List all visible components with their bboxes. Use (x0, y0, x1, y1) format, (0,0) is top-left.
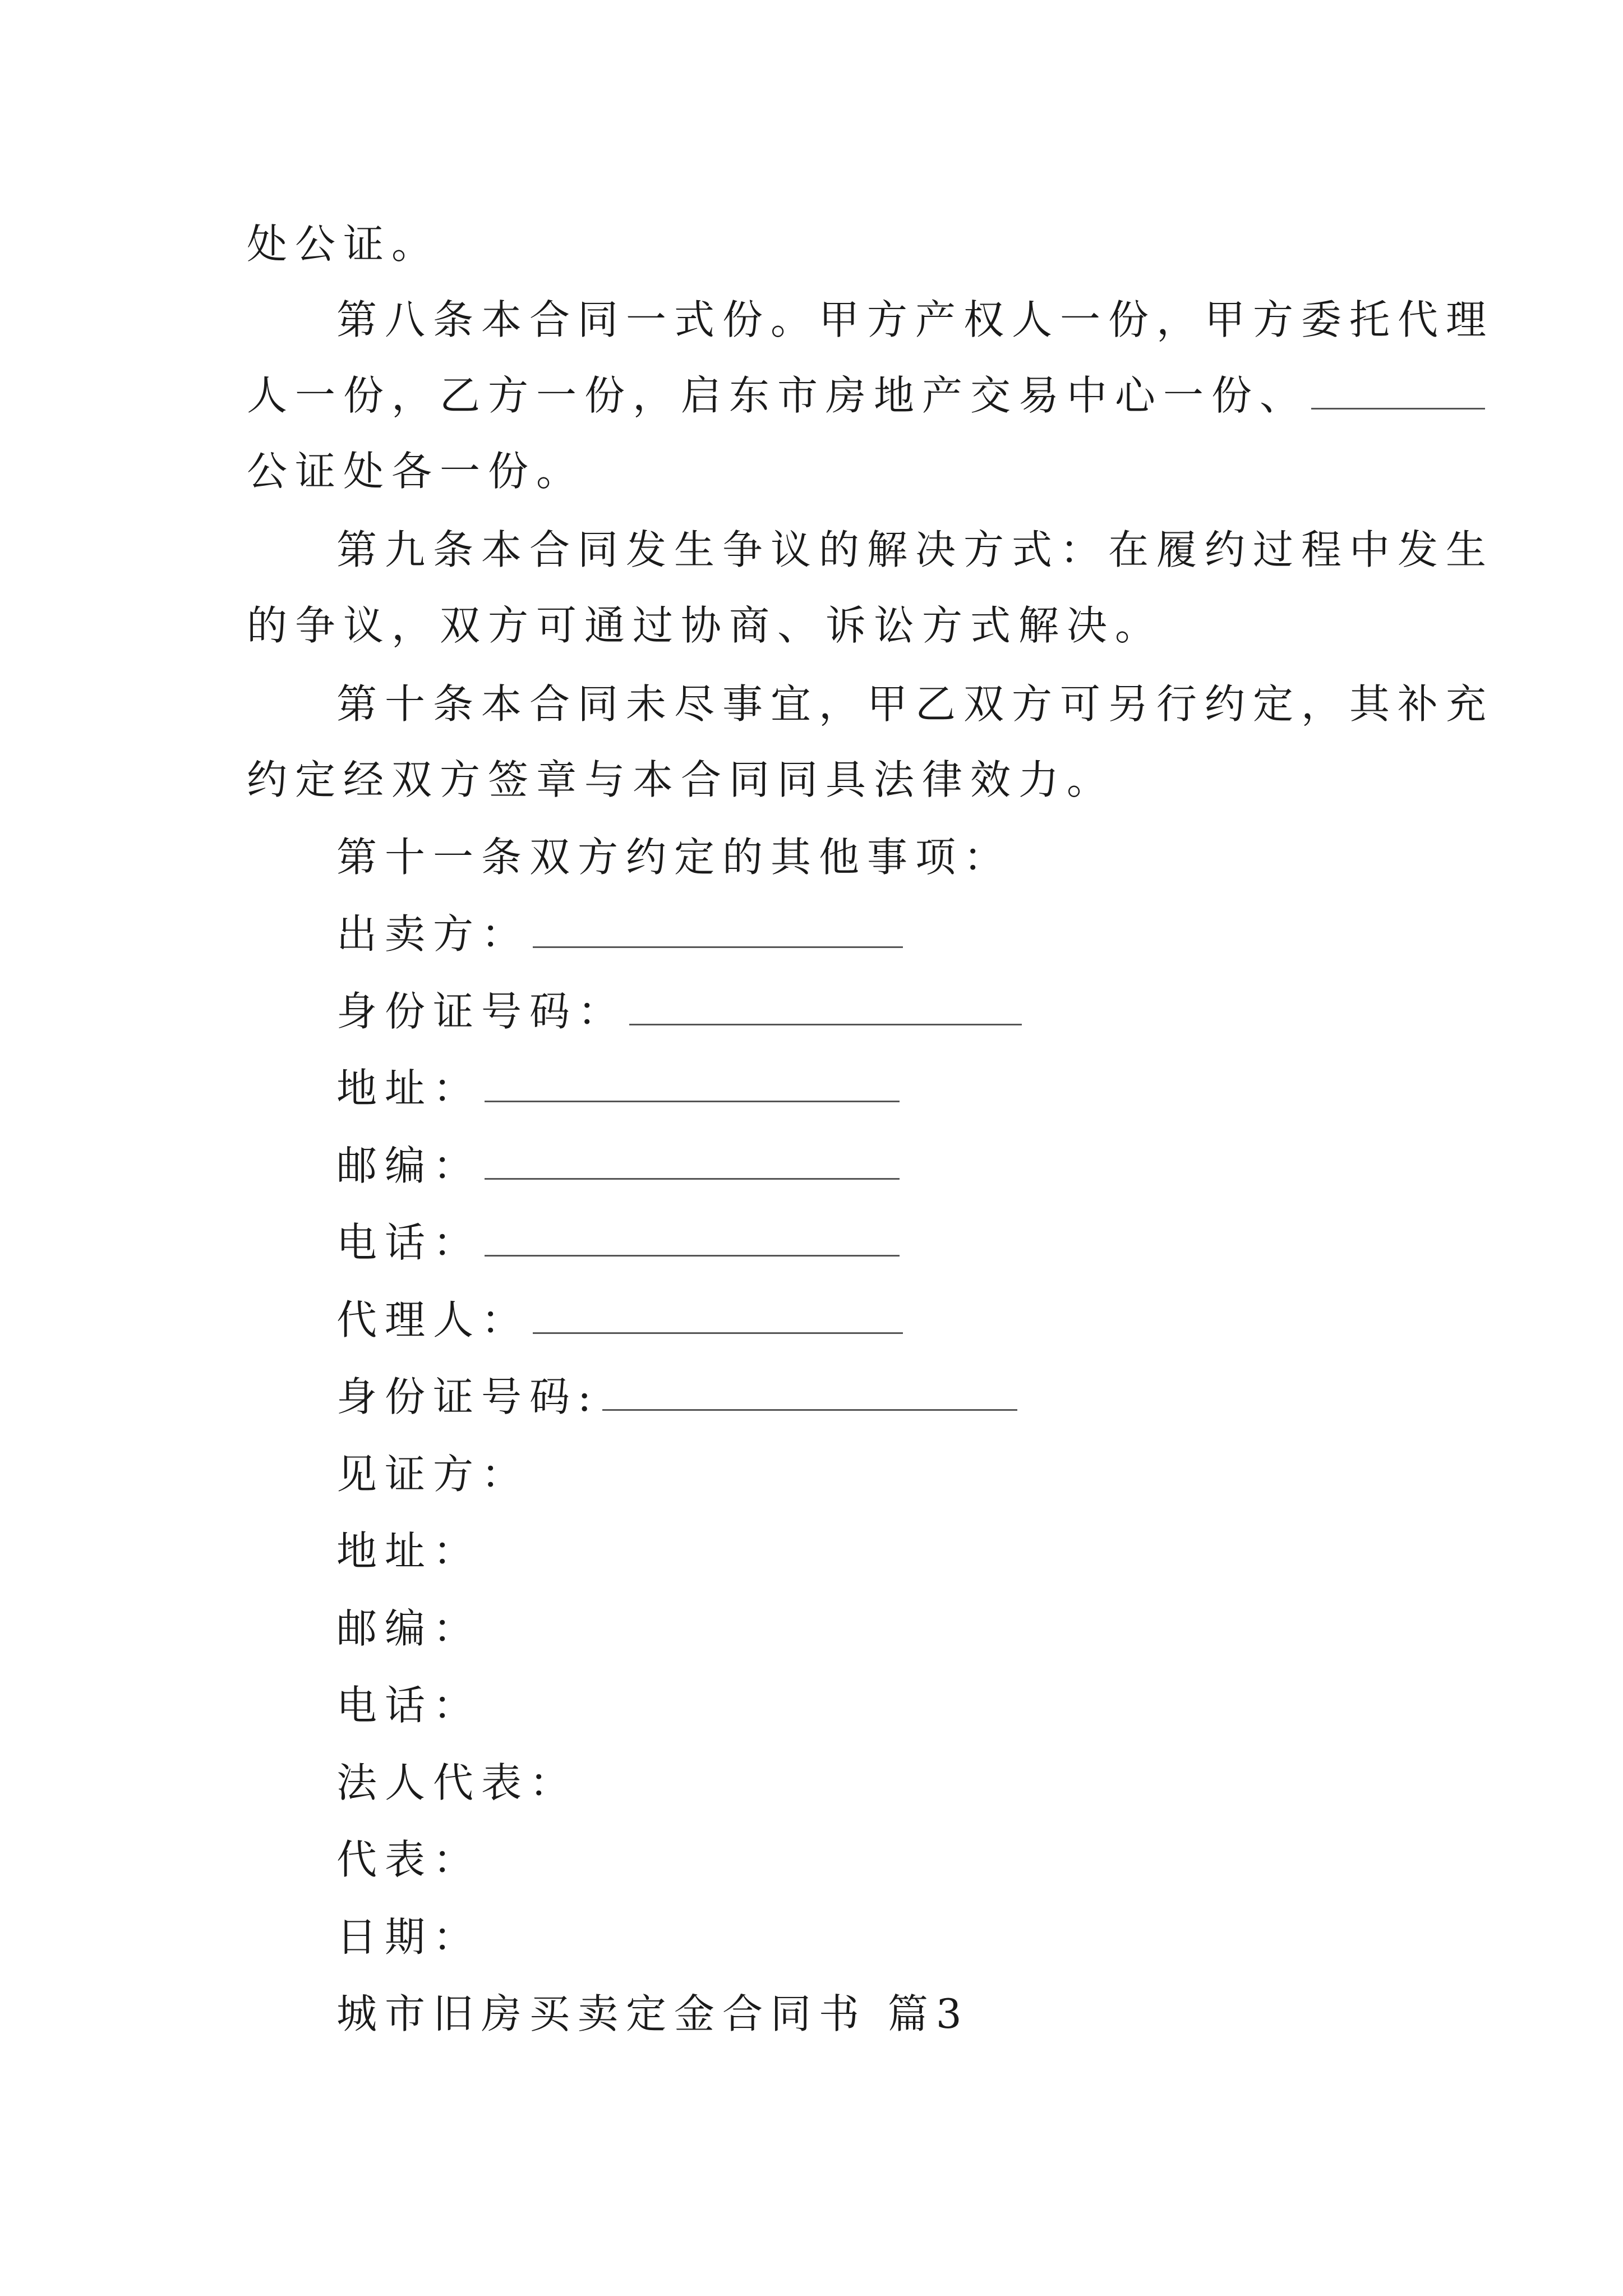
agent-row (336, 1292, 903, 1348)
witness-postcode-label: 邮编： (336, 1605, 482, 1652)
seller-phone-label: 电话： (336, 1219, 482, 1266)
agent-label: 代理人： (336, 1296, 530, 1343)
seller-id-label: 身份证号码： (336, 988, 626, 1035)
article8-line2-text: 人一份，乙方一份，启东市房地产交易中心一份、 (247, 372, 1308, 419)
article9-line2: 的争议，双方可通过协商、诉讼方式解决。 (247, 602, 1164, 649)
seller-address-blank (485, 1064, 900, 1102)
witness-address-label: 地址： (336, 1527, 482, 1575)
rep-label: 代表： (336, 1836, 482, 1883)
seller-phone-blank (485, 1218, 900, 1257)
seller-address-row (336, 1060, 900, 1116)
seller-blank (533, 909, 903, 948)
agent-id-row (336, 1369, 1017, 1425)
agent-blank (533, 1295, 903, 1334)
seller-label: 出卖方： (336, 910, 530, 958)
seller-postcode-label: 邮编： (336, 1142, 482, 1189)
article8-line3: 公证处各一份。 (247, 448, 585, 495)
article8-line1: 第八条本合同一式份。甲方产权人一份，甲方委托代理 (336, 296, 1495, 343)
seller-phone-row (336, 1214, 900, 1271)
legal-rep-label: 法人代表： (336, 1759, 578, 1806)
seller-row (336, 906, 903, 962)
next-section-title: 城市旧房买卖定金合同书 篇3 (336, 1990, 970, 2037)
agent-id-blank (602, 1372, 1017, 1411)
seller-postcode-row (336, 1138, 900, 1194)
seller-address-label: 地址： (336, 1065, 482, 1112)
article10-line1: 第十条本合同未尽事宜，甲乙双方可另行约定，其补充 (336, 680, 1495, 728)
p1-line1: 处公证。 (247, 220, 440, 268)
seller-id-blank (629, 987, 1022, 1025)
article8-line2 (247, 367, 1485, 424)
article10-line2: 约定经双方签章与本合同同具法律效力。 (247, 756, 1115, 803)
article11: 第十一条双方约定的其他事项： (336, 834, 1012, 881)
date-label: 日期： (336, 1913, 482, 1961)
notary-blank (1311, 371, 1485, 409)
article9-line1: 第九条本合同发生争议的解决方式：在履约过程中发生 (336, 526, 1495, 573)
agent-id-label: 身份证号码: (336, 1373, 600, 1420)
witness-phone-label: 电话： (336, 1682, 482, 1729)
seller-id-row (336, 983, 1022, 1039)
witness-label: 见证方： (336, 1451, 530, 1498)
seller-postcode-blank (485, 1141, 900, 1180)
